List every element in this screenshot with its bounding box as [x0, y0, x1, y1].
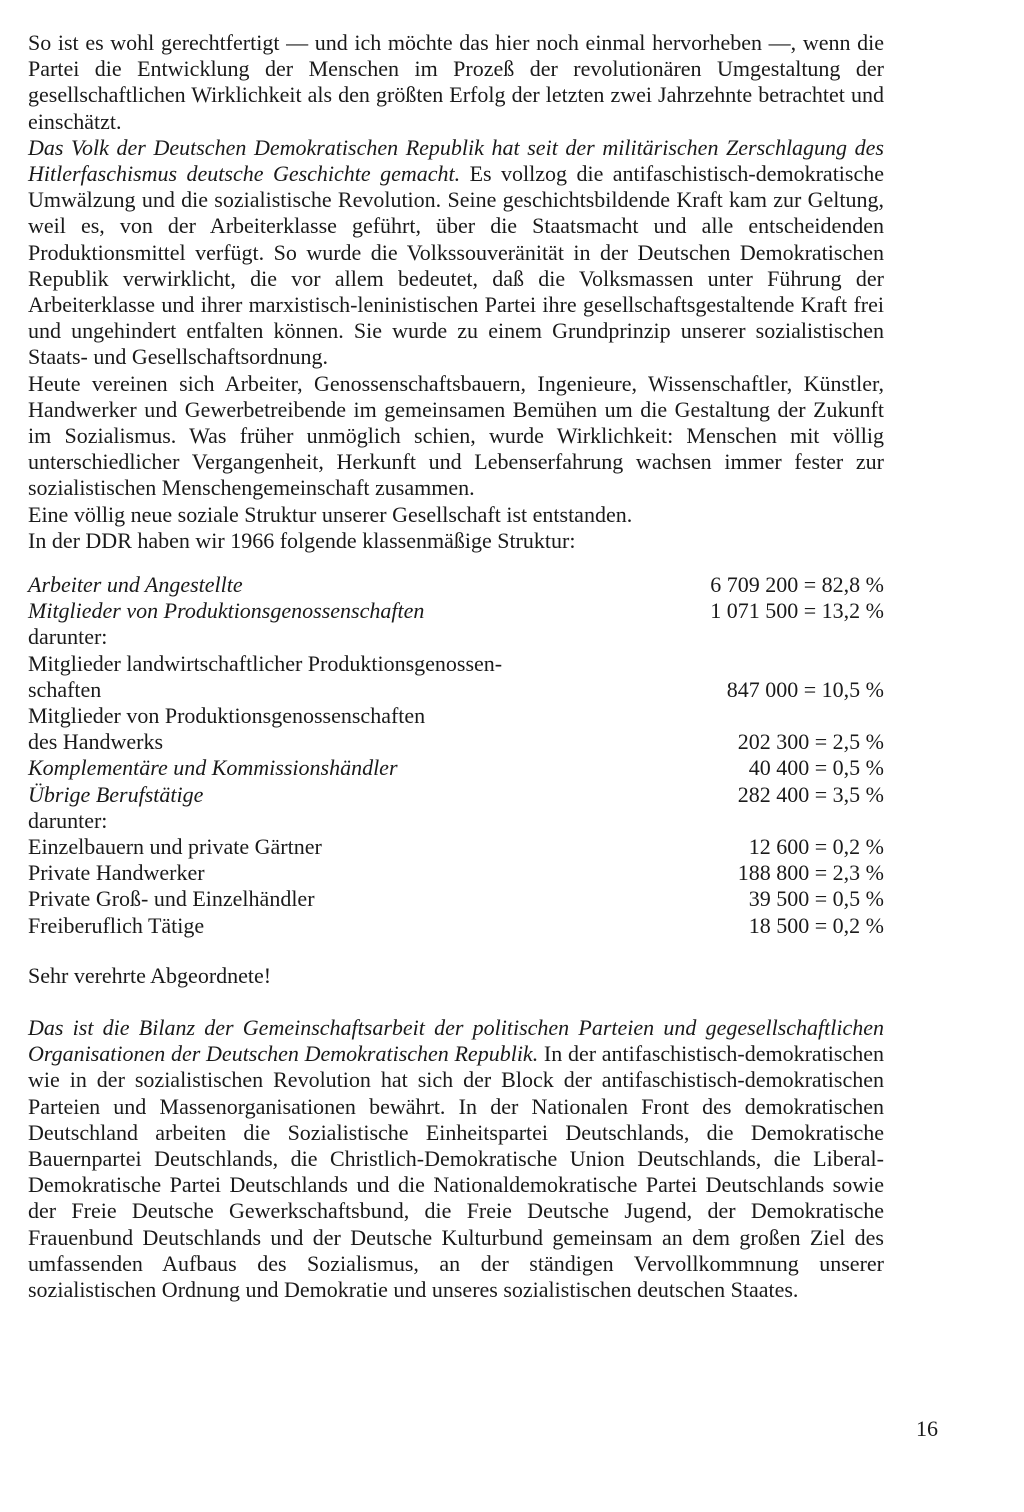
document-page	[28, 30, 884, 1303]
paragraph-heute: Heute vereinen sich Arbeiter, Genossenschaftsbauern, Ingenieure, Wissenschaftler, Künstler, Handwerker und Gewerbetreibende im gemeinsamen Bemühen um die Gestaltung der Zukunft im Sozialismus. Was früher unmöglich schien, wurde Wirklichkeit: Menschen mit völlig unterschiedlicher Vergangenheit, Herkunft und Lebenserfahrung wachsen immer fester zur sozialistischen Menschengemeinschaft zusammen.	[28, 370, 884, 501]
row-value: 18 500 = 0,2 %	[748, 912, 884, 938]
row-value: 39 500 = 0,5 %	[748, 886, 884, 912]
row-label: Übrige Berufstätige	[28, 781, 204, 807]
paragraph-intro: So ist es wohl gerechtfertigt — und ich möchte das hier noch einmal hervorheben —, wenn die Partei die Entwicklung der Menschen im Prozeß der revolutionären Umgestaltung der gesellschaftlichen Wirklichkeit als den größten Erfolg der letzten zwei Jahrzehnte betrachtet und einschätzt.	[28, 30, 884, 134]
table-row	[28, 651, 884, 677]
table-row	[28, 677, 884, 703]
row-label: Einzelbauern und private Gärtner	[28, 833, 322, 859]
paragraph-bilanz-italic: Das ist die Bilanz der Gemeinschaftsarbeit der politischen Parteien und gegesellschaftlichen Organisationen der Deutschen Demokratischen Republik.	[28, 1014, 884, 1067]
row-label: Private Handwerker	[28, 860, 205, 886]
paragraph-ddr-1966: In der DDR haben wir 1966 folgende klassenmäßige Struktur:	[28, 527, 576, 553]
paragraph-struktur: Eine völlig neue soziale Struktur unserer Gesellschaft ist entstanden.	[28, 501, 633, 527]
row-label: schaften	[28, 676, 102, 702]
table-row	[28, 834, 884, 860]
table-row	[28, 808, 884, 834]
row-label: darunter:	[28, 624, 108, 650]
row-label: darunter:	[28, 807, 108, 833]
row-label: Komplementäre und Kommissionshändler	[28, 755, 398, 781]
row-value: 40 400 = 0,5 %	[748, 755, 884, 781]
row-label: Arbeiter und Angestellte	[28, 572, 243, 598]
table-row	[28, 598, 884, 624]
table-row	[28, 860, 884, 886]
row-value: 282 400 = 3,5 %	[737, 781, 884, 807]
row-label: Mitglieder von Produktionsgenossenschaften	[28, 703, 426, 728]
table-row	[28, 782, 884, 808]
table-row	[28, 755, 884, 781]
row-value: 12 600 = 0,2 %	[748, 833, 884, 859]
class-structure-table	[28, 572, 884, 939]
row-label: Mitglieder landwirtschaftlicher Produktionsgenossen-	[28, 650, 503, 676]
paragraph-volk	[28, 135, 884, 371]
table-row	[28, 624, 884, 650]
salutation: Sehr verehrte Abgeordnete!	[28, 962, 272, 988]
paragraph-volk-rest: Es vollzog die antifaschistisch-demokratische Umwälzung und die sozialistische Revolution. Seine geschichtsbildende Kraft kam zur Geltung, weil es, von der Arbeiterklasse geführt, über die Staatsmacht und alle entscheidenden Produktionsmittel verfügt. So wurde die Volkssouveränität in der Deutschen Demokratischen Republik verwirklicht, die vor allem bedeutet, daß die Volksmassen unter Führung der Arbeiterklasse und ihrer marxistisch-leninistischen Partei ihre gesellschaftsgestaltende Kraft frei und ungehindert entfalten können. Sie wurde zu einem Grundprinzip unserer sozialistischen Staats- und Gesellschaftsordnung.	[28, 161, 885, 370]
row-value: 1 071 500 = 13,2 %	[710, 598, 884, 624]
row-value: 6 709 200 = 82,8 %	[710, 572, 884, 598]
paragraph-bilanz	[28, 1015, 884, 1303]
row-label: Mitglieder von Produktionsgenossenschaften	[28, 598, 425, 624]
paragraph-bilanz-rest: In der antifaschistisch-demokratischen wie in der sozialistischen Revolution hat sich der Block der antifaschistisch-demokratischen Parteien und Massenorganisationen bewährt. In der Nationalen Front des demokratischen Deutschland arbeiten die Sozialistische Einheitspartei Deutschlands, die Demokratische Bauernpartei Deutschlands, die Christlich-Demokratische Union Deutschlands, die Liberal-Demokratische Partei Deutschlands und die Nationaldemokratische Partei Deutschlands sowie der Freie Deutsche Gewerkschaftsbund, die Freie Deutsche Jugend, der Demokratische Frauenbund Deutschlands und der Deutsche Kulturbund gemeinsam an dem großen Ziel des umfassenden Aufbaus des Sozialismus, an der ständigen Vervollkommnung unserer sozialistischen Ordnung und Demokratie und unseres sozialistischen deutschen Staates.	[28, 1041, 884, 1302]
row-label: Private Groß- und Einzelhändler	[28, 886, 315, 912]
table-row	[28, 572, 884, 598]
table-row	[28, 886, 884, 912]
row-value: 188 800 = 2,3 %	[737, 860, 884, 886]
table-row	[28, 703, 884, 729]
row-label: Freiberuflich Tätige	[28, 912, 205, 938]
table-row	[28, 913, 884, 939]
table-row	[28, 729, 884, 755]
paragraph-volk-italic: Das Volk der Deutschen Demokratischen Republik hat seit der militärischen Zerschlagung des Hitlerfaschismus deutsche Geschichte gemacht.	[28, 134, 884, 187]
page-number: 16	[916, 1416, 938, 1441]
row-value: 847 000 = 10,5 %	[726, 676, 884, 702]
row-label: des Handwerks	[28, 729, 164, 755]
row-value: 202 300 = 2,5 %	[737, 729, 884, 755]
